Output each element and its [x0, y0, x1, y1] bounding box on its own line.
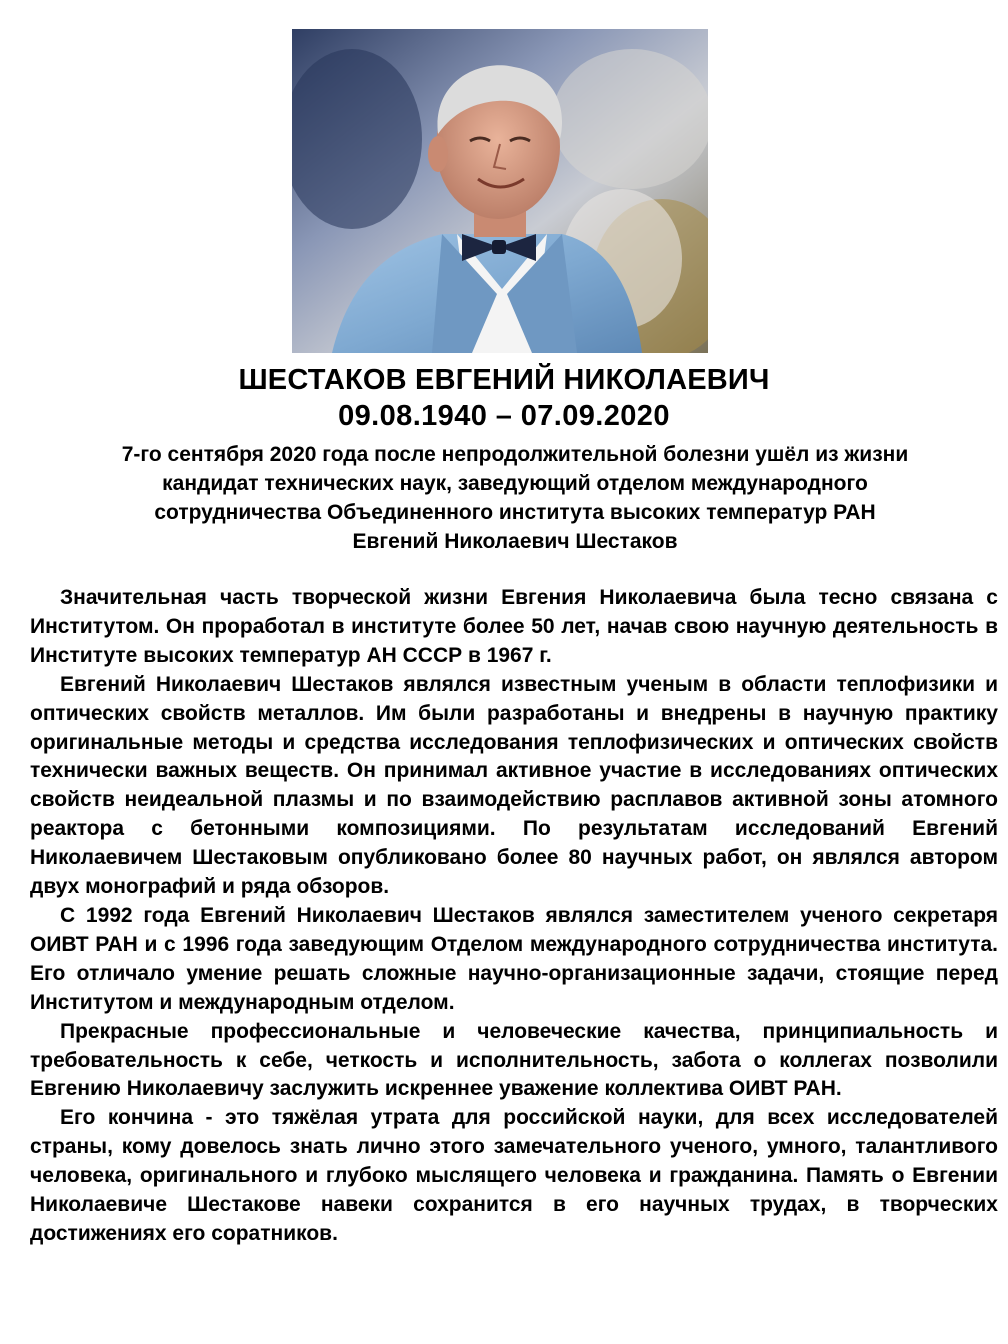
life-dates: 09.08.1940 – 07.09.2020 [338, 400, 670, 432]
body-paragraph: Значительная часть творческой жизни Евгения Николаевича была тесно связана с Институтом. Он проработал в институте более 50 лет, начав свою научную деятельность в Институте высоких температур АН СССР в 1967 г. [30, 586, 998, 667]
obituary-body [30, 584, 998, 1249]
intro-line: кандидат технических наук, заведующий отделом международного [162, 472, 868, 495]
body-paragraph: Прекрасные профессиональные и человеческие качества, принципиальность и требовательность к себе, четкость и исполнительность, забота о коллегах позволили Евгению Николаевичу заслужить искреннее уважение коллектива ОИВТ РАН. [30, 1019, 998, 1101]
portrait-illustration [292, 29, 708, 353]
intro-line: Евгений Николаевич Шестаков [352, 530, 678, 553]
intro-announcement [40, 440, 990, 556]
portrait-photo [292, 29, 708, 353]
body-paragraph: С 1992 года Евгений Николаевич Шестаков являлся заместителем ученого секретаря ОИВТ РАН и с 1996 года заведующим Отделом международного сотрудничества института. Его отличало умение решать сложные научно-организационные задачи, стоящие перед Институтом и международным отделом. [30, 903, 998, 1014]
intro-line: сотрудничества Объединенного института высоких температур РАН [154, 501, 876, 524]
person-name: ШЕСТАКОВ ЕВГЕНИЙ НИКОЛАЕВИЧ [238, 364, 770, 396]
body-paragraph: Его кончина - это тяжёлая утрата для российской науки, для всех исследователей страны, кому довелось знать лично этого замечательного ученого, умного, талантливого человека, оригинального и глубоко мыслящего человека и гражданина. Память о Евгении Николаевиче Шестакове навеки сохранится в его научных трудах, в творческих достижениях его соратников. [30, 1106, 998, 1245]
intro-line: 7-го сентября 2020 года после непродолжительной болезни ушёл из жизни [121, 443, 909, 466]
body-paragraph: Евгений Николаевич Шестаков являлся известным ученым в области теплофизики и оптических свойств металлов. Им были разработаны и внедрены в научную практику оригинальные методы и средства исследования теплофизических и оптических свойств технически важных веществ. Он принимал активное участие в исследованиях оптических свойств неидеальной плазмы и по взаимодействию расплавов активной зоны атомного реактора с бетонными композициями. По результатам исследований Евгений Николаевичем Шестаковым опубликовано более 80 научных работ, он являлся автором двух монографий и ряда обзоров. [30, 672, 998, 899]
